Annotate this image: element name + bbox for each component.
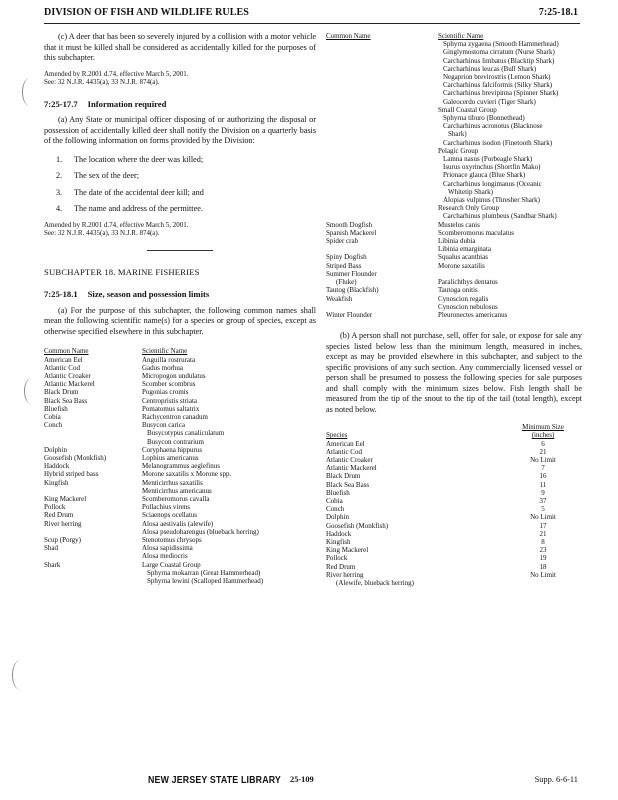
table-row [326, 278, 559, 286]
table-row [326, 139, 559, 147]
list-item [56, 188, 316, 199]
table-row [44, 487, 263, 495]
table-row [326, 563, 578, 571]
table-row [44, 446, 263, 454]
common-name-cell: Atlantic Cod [44, 363, 80, 372]
scientific-name-cell: Scomberomorus cavalla [142, 495, 210, 504]
table-row [44, 503, 263, 511]
scientific-name-cell: Busycon contrarium [147, 437, 204, 446]
common-name-cell: Cobia [44, 413, 61, 421]
common-name-cell [44, 487, 142, 495]
scientific-name-cell: Carcharhinus isodon (Finetooth Shark) [443, 138, 553, 147]
table-row [44, 495, 263, 503]
table-row [326, 440, 578, 448]
table-row [326, 513, 578, 521]
table-row [44, 413, 263, 421]
table-row [44, 429, 263, 437]
species-cell: Dolphin [326, 513, 349, 522]
minimum-size-cell: 6 [541, 439, 545, 448]
scientific-name-cell: Melanogrammus aeglefinus [142, 462, 220, 471]
common-name-cell: Winter Flounder [326, 310, 373, 319]
amendment-note: Amended by R.2001 d.74, effective March 5, 2001. [44, 220, 189, 229]
common-name-cell: (Fluke) [336, 278, 357, 287]
table-row [326, 270, 559, 278]
amendment-note: See: 32 N.J.R. 4435(a), 33 N.J.R. 874(a). [44, 229, 160, 238]
column-header: Common Name [44, 347, 89, 356]
scientific-name-cell: Pomatomus saltatrix [142, 404, 200, 413]
numbered-list [44, 155, 316, 215]
table-row [326, 98, 559, 106]
common-name-cell: Atlantic Mackerel [44, 380, 95, 389]
scientific-name-cell: Centropristis striata [142, 396, 198, 405]
table-row [326, 262, 559, 270]
common-name-cell [326, 171, 438, 179]
scan-mark [12, 660, 29, 690]
running-header-section: 7:25-18.1 [538, 7, 578, 18]
species-cell: Goosefish (Monkfish) [326, 521, 389, 530]
common-name-cell: American Eel [44, 355, 83, 364]
common-name-cell: Goosefish (Monkfish) [44, 454, 107, 463]
table-row [44, 438, 263, 446]
table-row [326, 188, 559, 196]
common-name-cell [326, 98, 438, 106]
table-row [326, 311, 559, 319]
common-name-cell [44, 429, 142, 437]
table-row [326, 106, 559, 114]
minimum-size-cell: 9 [541, 488, 545, 497]
section-title: Information required [87, 98, 167, 109]
common-name-cell: Weakfish [326, 294, 353, 303]
species-cell: Cobia [326, 496, 343, 505]
scientific-name-cell: Pogonias cromis [142, 388, 189, 397]
table-row [44, 372, 263, 380]
common-name-cell: Kingfish [44, 478, 69, 487]
table-row [326, 538, 578, 546]
common-name-cell [44, 569, 142, 577]
common-name-cell [326, 188, 438, 196]
table-row [44, 405, 263, 413]
minimum-size-cell: 21 [539, 447, 547, 456]
species-cell: American Eel [326, 439, 365, 448]
table-row [44, 528, 263, 536]
minimum-size-cell: 17 [539, 521, 547, 530]
scientific-name-cell: Cynoscion regalis [438, 294, 489, 303]
table-row [326, 286, 559, 294]
table-row [44, 364, 263, 372]
species-cell: King Mackerel [326, 546, 369, 555]
common-name-cell: Black Sea Bass [44, 396, 88, 405]
scientific-name-cell: Alopias vulpinus (Thresher Shark) [443, 196, 541, 205]
common-name-cell [44, 528, 142, 536]
scientific-name-cell: Pollachius virens [142, 503, 191, 512]
scientific-name-cell: Carcharhinus plumbeus (Sandbar Shark) [443, 212, 557, 221]
table-row [326, 253, 559, 261]
scientific-name-cell: Alosa sapidissima [142, 544, 193, 553]
header-rule [44, 23, 580, 24]
scientific-name-cell: Shark) [448, 130, 467, 139]
table-header-row [44, 347, 263, 355]
scientific-name-cell: Carcharhinus limbatus (Blacktip Shark) [443, 56, 555, 65]
common-name-cell: Shark [44, 560, 61, 569]
scientific-name-cell: Busycon carica [142, 421, 185, 430]
scientific-name-cell: Stenotomus chrysops [142, 536, 202, 545]
common-name-cell [326, 114, 438, 122]
common-name-cell [44, 438, 142, 446]
species-cell: Black Drum [326, 472, 361, 481]
minimum-size-cell: 5 [541, 505, 545, 514]
minimum-size-cell [508, 579, 578, 587]
list-item-number: 3. [56, 187, 63, 197]
common-name-cell [326, 106, 438, 114]
section-title: Size, season and possession limits [87, 289, 210, 300]
table-row [326, 122, 559, 130]
table-row [44, 356, 263, 364]
section-heading [44, 289, 316, 300]
species-cell: Pollock [326, 554, 348, 563]
paragraph-a: (a) Any State or municipal officer disposing of or authorizing the disposal or possession of accidentally killed deer shall notify the Division on a quarterly basis of the following information on forms provided by the Division: [44, 115, 316, 146]
scientific-name-cell: Lophius americanus [142, 454, 199, 463]
amendment-note: See: 32 N.J.R. 4435(a), 33 N.J.R. 874(a). [44, 78, 160, 87]
table-row [326, 522, 578, 530]
common-name-cell: Black Drum [44, 388, 79, 397]
species-cell: Black Sea Bass [326, 480, 370, 489]
species-name-table-continued [326, 32, 559, 319]
common-name-cell: King Mackerel [44, 495, 87, 504]
paragraph-c: (c) A deer that has been so severely injured by a collision with a motor vehicle that it must be killed shall be considered as accidentally killed for the purposes of this subchapter. [44, 32, 316, 62]
minimum-size-cell: No Limit [530, 513, 556, 522]
scientific-name-cell: Libinia dubia [438, 237, 476, 246]
table-row [326, 505, 578, 513]
table-row [44, 479, 263, 487]
table-row [326, 245, 559, 253]
library-stamp: NEW JERSEY STATE LIBRARY [148, 775, 281, 786]
scientific-name-cell: Galeocerdo cuvieri (Tiger Shark) [443, 97, 536, 106]
scientific-name-cell: Rachycentron canadum [142, 413, 208, 421]
minimum-size-cell: 19 [539, 554, 547, 563]
table-row [326, 48, 559, 56]
table-row [44, 511, 263, 519]
species-cell: River herring [326, 570, 364, 579]
scientific-name-cell: Alosa pseudoharengus (blueback herring) [142, 527, 259, 536]
scientific-name-cell: Cynoscion nebulosus [438, 302, 498, 311]
table-row [326, 65, 559, 73]
amendment-note: Amended by R.2001 d.74, effective March 5, 2001. [44, 69, 189, 78]
table-row [326, 221, 559, 229]
common-name-cell: Conch [44, 421, 63, 430]
table-row [326, 497, 578, 505]
common-name-cell: Dolphin [44, 445, 67, 454]
table-row [44, 536, 263, 544]
common-name-cell [326, 196, 438, 204]
list-item-number: 1. [56, 154, 63, 164]
species-name-table [44, 347, 263, 585]
running-header-title: DIVISION OF FISH AND WILDLIFE RULES [44, 7, 249, 18]
minimum-size-table [326, 423, 578, 587]
species-cell: Bluefish [326, 488, 350, 497]
species-cell: Kingfish [326, 537, 351, 546]
scientific-name-cell: Sphyrna mokarran (Great Hammerhead) [147, 568, 261, 577]
common-name-cell: Spider crab [326, 237, 359, 246]
species-cell: (Alewife, blueback herring) [336, 578, 414, 587]
scientific-name-cell: Sciaenops ocellatus [142, 511, 198, 520]
species-cell: Atlantic Croaker [326, 455, 373, 464]
list-item [56, 155, 316, 166]
table-row [326, 481, 578, 489]
table-row [326, 212, 559, 220]
scientific-name-cell: Carcharhinus longimanus (Oceanic [443, 179, 542, 188]
scientific-name-cell: Tautoga onitis [438, 286, 478, 295]
scientific-name-cell: Morone saxatilis x Morone spp. [142, 470, 232, 479]
column-header: Scientific Name [438, 32, 484, 40]
common-name-cell: Tautog (Blackfish) [326, 286, 379, 295]
list-item-number: 2. [56, 171, 63, 181]
table-row [326, 229, 559, 237]
table-row [326, 303, 559, 311]
table-row [44, 470, 263, 478]
common-name-cell: Hybrid striped bass [44, 470, 99, 479]
common-name-cell [326, 139, 438, 147]
section-divider [147, 250, 213, 251]
table-header-row [326, 431, 578, 439]
minimum-size-cell: 21 [539, 529, 547, 538]
table-row [44, 421, 263, 429]
common-name-cell: Pollock [44, 503, 66, 512]
common-name-cell [326, 212, 438, 220]
common-name-cell [326, 57, 438, 65]
table-row [326, 114, 559, 122]
section-heading [44, 99, 316, 110]
table-row [326, 81, 559, 89]
table-row [326, 155, 559, 163]
common-name-cell [326, 81, 438, 89]
table-row [326, 472, 578, 480]
table-row [44, 462, 263, 470]
left-column [44, 32, 316, 585]
scientific-name-cell: Alosa mediocris [142, 552, 188, 561]
scientific-name-cell: Carcharhinus acronotus (Blacknose [443, 122, 543, 131]
subchapter-heading: SUBCHAPTER 18. MARINE FISHERIES [44, 266, 200, 277]
scientific-name-cell: Alosa aestivalis (alewife) [142, 519, 214, 528]
scientific-name-cell: Scomber scombrus [142, 380, 196, 389]
common-name-cell [326, 303, 438, 311]
section-number: 7:25-18.1 [44, 289, 78, 300]
table-row [326, 237, 559, 245]
minimum-size-cell: 23 [539, 546, 547, 555]
common-name-cell: Striped Bass [326, 261, 362, 270]
common-name-cell: Red Drum [44, 511, 74, 520]
table-row [44, 380, 263, 388]
minimum-size-cell: No Limit [530, 455, 556, 464]
scientific-name-cell: Coryphaena hippurus [142, 445, 203, 454]
table-row [44, 577, 263, 585]
common-name-cell [326, 89, 438, 97]
table-row [326, 147, 559, 155]
scientific-name-cell: Pleuronectes americanus [438, 310, 508, 319]
table-row [326, 73, 559, 81]
paragraph-18a: (a) For the purpose of this subchapter, the following common names shall mean the following scientific name(s) for a species or group of species, except as otherwise specified elsewhere in this subchapter. [44, 305, 316, 336]
common-name-cell: River herring [44, 519, 82, 528]
column-header: Scientific Name [142, 347, 188, 356]
scientific-name-cell: Morone saxatilis [438, 261, 485, 270]
scientific-name-cell [438, 270, 559, 278]
table-row [44, 388, 263, 396]
common-name-cell [326, 65, 438, 73]
common-name-cell [326, 130, 438, 138]
scientific-name-cell: Micropogon undulatus [142, 371, 206, 380]
table-header-row [326, 32, 559, 40]
supplement-date: Supp. 6-6-11 [534, 775, 578, 784]
table-row [326, 204, 559, 212]
table-row [44, 454, 263, 462]
scan-mark [24, 378, 39, 404]
scientific-name-cell: Mustelus canis [438, 220, 480, 229]
table-row [326, 554, 578, 562]
table-row [326, 163, 559, 171]
table-row [44, 520, 263, 528]
minimum-size-cell: 16 [539, 472, 547, 481]
common-name-cell: Shad [44, 544, 58, 553]
table-row [44, 544, 263, 552]
scientific-name-cell: Sphyrna lewini (Scalloped Hammerhead) [147, 577, 264, 586]
scientific-name-cell: Gadus morhua [142, 363, 184, 372]
common-name-cell [326, 163, 438, 171]
scientific-name-cell: Carcharhinus falciformis (Silky Shark) [443, 81, 553, 90]
table-row [326, 89, 559, 97]
list-item-text: The name and address of the permittee. [74, 204, 203, 214]
paragraph-b: (b) A person shall not purchase, sell, offer for sale, or expose for sale any species listed below less than the minimum length, measured in inches, except as may be provided elsewhere in this subchapter, and subject to the specific provisions of any such section. Any commercially licensed vessel or person shall be presumed to possess the following species for sale purposes and shall comply with the minimum sizes below. Fish length shall be measured from the tip of the snout to the tip of the tail (total length), except as noted below. [326, 331, 582, 414]
scientific-name-cell: Carcharhinus leucas (Bull Shark) [443, 64, 537, 73]
common-name-cell [326, 245, 438, 253]
minimum-size-cell: 7 [541, 464, 545, 473]
scan-mark [22, 78, 37, 106]
common-name-cell [326, 204, 438, 212]
common-name-cell: Spanish Mackerel [326, 228, 377, 237]
table-row [326, 196, 559, 204]
common-name-cell [44, 577, 142, 585]
table-row [326, 546, 578, 554]
common-name-cell [326, 122, 438, 130]
list-item-text: The date of the accidental deer kill; and [74, 187, 204, 197]
table-row [326, 489, 578, 497]
column-header: (inches) [531, 431, 555, 440]
scientific-name-cell: Squalus acanthias [438, 253, 488, 262]
table-header-row [326, 423, 578, 431]
list-item [56, 204, 316, 215]
common-name-cell: Scup (Porgy) [44, 536, 82, 545]
scientific-name-cell: Menticirrhus saxatilis [142, 478, 203, 487]
common-name-cell [326, 73, 438, 81]
table-row [44, 561, 263, 569]
scientific-name-cell: Sphyrna tiburo (Bonnethead) [443, 114, 525, 123]
scientific-name-cell: Small Coastal Group [438, 105, 497, 114]
scientific-name-cell: Isurus oxyrinchus (Shortfin Mako) [443, 163, 541, 172]
list-item-text: The sex of the deer; [74, 171, 140, 181]
table-row [326, 40, 559, 48]
species-cell: Atlantic Cod [326, 447, 362, 456]
table-row [326, 530, 578, 538]
section-number: 7:25-17.7 [44, 98, 78, 109]
column-header: Minimum Size [522, 423, 564, 432]
scientific-name-cell: Sphyrna zygaena (Smooth Hammerhead) [443, 40, 559, 49]
minimum-size-cell: 18 [539, 562, 547, 571]
scientific-name-cell: Carcharhinus brevipinna (Spinner Shark) [443, 89, 559, 98]
scientific-name-cell: Negaprion brevirostris (Lemon Shark) [443, 73, 551, 82]
common-name-cell: Smooth Dogfish [326, 220, 373, 229]
species-cell: Atlantic Mackerel [326, 464, 377, 473]
common-name-cell [326, 155, 438, 163]
common-name-cell: Bluefish [44, 404, 68, 413]
list-item-number: 4. [56, 204, 63, 214]
page-number: 25-109 [290, 775, 314, 784]
common-name-cell: Summer Flounder [326, 269, 377, 278]
scientific-name-cell: Prionace glauca (Blue Shark) [443, 171, 526, 180]
scientific-name-cell: Pelagic Group [438, 146, 479, 155]
scientific-name-cell: Libinia emarginata [438, 245, 491, 254]
scientific-name-cell: Scomberomorus maculatus [438, 228, 515, 237]
table-row [326, 464, 578, 472]
common-name-cell: Haddock [44, 462, 70, 471]
common-name-cell [326, 147, 438, 155]
table-row [326, 456, 578, 464]
right-column [326, 32, 582, 587]
minimum-size-cell: 11 [539, 480, 547, 489]
table-row [326, 171, 559, 179]
table-row [326, 130, 559, 138]
scientific-name-cell: Paralichthys dentatus [438, 278, 498, 287]
list-item-text: The location where the deer was killed; [74, 154, 204, 164]
common-name-cell: Atlantic Croaker [44, 371, 91, 380]
list-item [56, 171, 316, 182]
species-cell: Conch [326, 505, 345, 514]
scientific-name-cell: Research Only Group [438, 204, 500, 213]
scientific-name-cell: Menticirrhus americanus [142, 486, 212, 495]
table-row [326, 295, 559, 303]
scientific-name-cell: Whitetip Shark) [448, 187, 493, 196]
minimum-size-cell: 37 [539, 496, 547, 505]
table-row [326, 579, 578, 587]
scientific-name-cell: Ginglymostoma cirratum (Nurse Shark) [443, 48, 555, 57]
common-name-cell [326, 40, 438, 48]
table-row [326, 448, 578, 456]
table-row [44, 397, 263, 405]
species-cell: Haddock [326, 529, 352, 538]
table-row [326, 571, 578, 579]
column-header: Common Name [326, 32, 371, 40]
table-row [44, 552, 263, 560]
species-cell: Red Drum [326, 562, 356, 571]
common-name-cell: Spiny Dogfish [326, 253, 367, 262]
table-row [326, 57, 559, 65]
minimum-size-cell: 8 [541, 537, 545, 546]
minimum-size-cell: No Limit [530, 570, 556, 579]
common-name-cell [326, 180, 438, 188]
common-name-cell [326, 48, 438, 56]
common-name-cell [44, 552, 142, 560]
table-row [326, 180, 559, 188]
scientific-name-cell: Large Coastal Group [142, 560, 201, 569]
scientific-name-cell: Busycotypus canaliculatum [147, 429, 225, 438]
column-header: Species [326, 431, 348, 440]
table-row [44, 569, 263, 577]
scientific-name-cell: Anguilla rostrurata [142, 355, 196, 364]
scientific-name-cell: Lamna nasus (Porbeagle Shark) [443, 155, 533, 164]
